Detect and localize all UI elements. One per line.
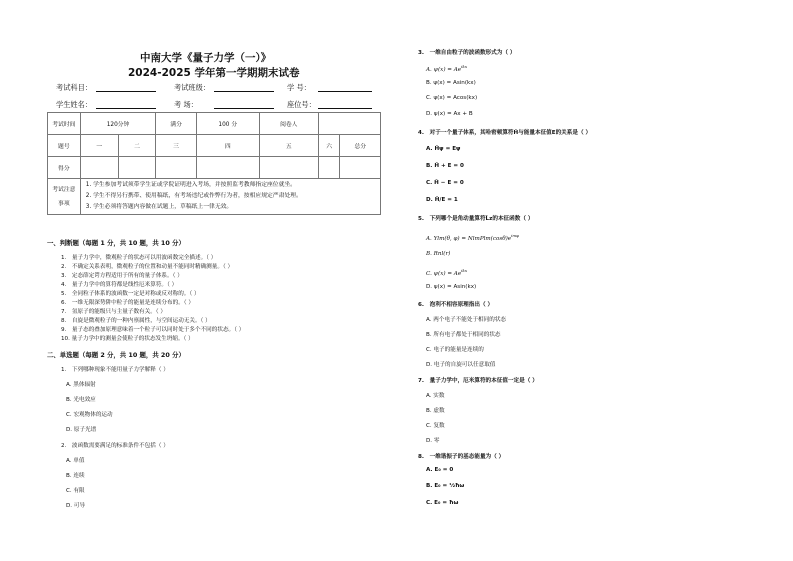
judge-item: 6. 一维无限深势阱中粒子的能量是连续分布的。（ ） xyxy=(61,300,194,306)
note-line: 1. 学生参加考试须带学生证或学院证明进入考场，并按照监考教师指定座位就坐。 xyxy=(85,182,296,188)
seat-field[interactable] xyxy=(318,108,372,109)
table-cell: 阅卷人 xyxy=(259,113,318,135)
option[interactable]: A. 两个电子不能处于相同的状态 xyxy=(426,317,507,323)
option[interactable] xyxy=(426,251,450,257)
option[interactable]: B. E₀ = ½ħω xyxy=(426,483,465,489)
option[interactable]: B. 光电效应 xyxy=(66,397,96,403)
seat-label: 座位号： xyxy=(287,100,316,109)
table-cell: 六 xyxy=(318,135,340,157)
judge-item: 4. 量子力学中的算符都是线性厄米算符。（ ） xyxy=(61,282,178,288)
option[interactable]: A. Ĥψ = Eψ xyxy=(426,146,461,152)
judge-item: 1. 量子力学中，微观粒子的状态可以用波函数完全描述。（ ） xyxy=(61,255,217,261)
note-line: 2. 学生不得另行携带、使用稿纸，有考场违纪或作弊行为者，按相应规定严肃处理。 xyxy=(85,193,302,199)
question-2: 2. 波函数需要满足的标准条件不包括（ ） xyxy=(61,443,169,449)
exam-title: 中南大学《量子力学（一）》 xyxy=(140,52,272,64)
option[interactable]: D. 电子的自旋可以任意取值 xyxy=(426,362,496,368)
option-text: B. Rnl(r) xyxy=(426,251,451,257)
option[interactable]: D. Ĥ/E = 1 xyxy=(426,197,458,203)
option[interactable]: C. 复数 xyxy=(426,423,445,429)
subject-field[interactable] xyxy=(96,91,156,92)
note-line: 3. 学生必须将答题内容做在试题上，草稿纸上一律无效。 xyxy=(85,204,233,210)
room-label: 考 场： xyxy=(174,100,198,109)
notes-label: 事项 xyxy=(58,200,70,207)
table-cell: 三 xyxy=(156,135,196,157)
option[interactable]: D. ψ(x) = Asin(kx) xyxy=(426,284,477,290)
table-cell: 一 xyxy=(80,135,118,157)
score-cell[interactable] xyxy=(118,157,156,179)
option[interactable] xyxy=(426,268,467,277)
notes-cell xyxy=(80,179,380,215)
score-cell[interactable] xyxy=(156,157,196,179)
table-cell: 考试时间 xyxy=(48,113,81,135)
table-row xyxy=(48,113,381,135)
room-field[interactable] xyxy=(214,108,274,109)
section1-title: 一、判断题（每题 1 分，共 10 题，共 10 分） xyxy=(47,239,185,247)
option-text: A. ψ(x) = Ae xyxy=(426,66,462,73)
table-cell xyxy=(318,113,380,135)
question-3: 3. 一维自由粒子的波函数形式为（ ） xyxy=(418,50,516,56)
exponent: imφ xyxy=(511,233,519,238)
table-row xyxy=(48,157,381,179)
option[interactable]: B. Ĥ + E = 0 xyxy=(426,163,464,169)
question-8: 8. 一维谐振子的基态能量为（ ） xyxy=(418,454,505,460)
student-no-field[interactable] xyxy=(318,91,372,92)
option[interactable]: D. ψ(x) = Ax + B xyxy=(426,111,473,117)
exam-info-table xyxy=(47,112,381,215)
question-6: 6. 泡利不相容原理指出（ ） xyxy=(418,302,494,308)
exponent: ikx xyxy=(461,64,468,69)
table-cell: 五 xyxy=(259,135,318,157)
option[interactable]: D. 原子光谱 xyxy=(66,427,97,433)
option[interactable]: B. ψ(x) = Asin(kx) xyxy=(426,80,476,86)
table-cell: 100 分 xyxy=(196,113,259,135)
option[interactable]: C. 电子的能量是连续的 xyxy=(426,347,484,353)
judge-item: 5. 全同粒子体系的波函数一定是对称或反对称的。（ ） xyxy=(61,291,200,297)
table-cell: 得分 xyxy=(48,157,81,179)
option[interactable]: B. 虚数 xyxy=(426,408,445,414)
table-row xyxy=(48,179,381,215)
exponent: ikx xyxy=(461,268,468,273)
exam-subtitle: 2024-2025 学年第一学期期末试卷 xyxy=(128,67,300,79)
class-field[interactable] xyxy=(214,91,274,92)
subject-label: 考试科目： xyxy=(56,83,92,92)
name-label: 学生姓名： xyxy=(56,100,92,109)
student-no-label: 学 号： xyxy=(287,83,311,92)
judge-item: 2. 不确定关系表明，微观粒子的位置和动量不能同时精确测量。（ ） xyxy=(61,264,234,270)
option[interactable] xyxy=(426,233,519,242)
score-cell[interactable] xyxy=(196,157,259,179)
section2-title: 二、单选题（每题 2 分，共 10 题，共 20 分） xyxy=(47,351,185,359)
option[interactable]: C. 有限 xyxy=(66,488,85,494)
judge-item: 7. 氢原子的能级只与主量子数有关。（ ） xyxy=(61,309,167,315)
option[interactable]: A. 单值 xyxy=(66,458,85,464)
judge-item: 9. 量子态的叠加原理意味着一个粒子可以同时处于多个不同的状态。（ ） xyxy=(61,327,245,333)
question-4: 4. 对于一个量子体系，其哈密顿算符Ĥ与能量本征值E的关系是（ ） xyxy=(418,130,592,136)
table-cell: 题号 xyxy=(48,135,81,157)
option[interactable]: C. ψ(x) = Acos(kx) xyxy=(426,95,478,101)
class-label: 考试班级： xyxy=(174,83,210,92)
option[interactable]: A. 实数 xyxy=(426,393,445,399)
option[interactable]: C. Ĥ − E = 0 xyxy=(426,180,464,186)
table-cell: 二 xyxy=(118,135,156,157)
option[interactable]: A. 黑体辐射 xyxy=(66,382,96,388)
option[interactable]: A. E₀ = 0 xyxy=(426,467,454,473)
option[interactable] xyxy=(426,64,467,73)
option[interactable]: D. 零 xyxy=(426,438,440,444)
table-row xyxy=(48,135,381,157)
question-7: 7. 量子力学中，厄米算符的本征值一定是（ ） xyxy=(418,378,538,384)
option-text: C. ψ(x) = Ae xyxy=(426,270,462,277)
notes-label: 考试注意 xyxy=(52,186,76,193)
name-field[interactable] xyxy=(96,108,156,109)
score-cell[interactable] xyxy=(259,157,318,179)
option-text: A. Ylm(θ, φ) = NlmPlm(cosθ)e xyxy=(426,235,512,242)
table-cell: 满分 xyxy=(156,113,196,135)
option[interactable]: C. 宏观物体的运动 xyxy=(66,412,113,418)
option[interactable]: B. 连续 xyxy=(66,473,85,479)
option[interactable]: C. E₀ = ħω xyxy=(426,500,459,506)
notes-label-cell xyxy=(48,179,81,215)
option[interactable]: B. 所有电子都处于相同的状态 xyxy=(426,332,501,338)
question-1: 1. 下列哪种现象不能用量子力学解释（ ） xyxy=(61,367,169,373)
score-cell[interactable] xyxy=(318,157,340,179)
score-cell[interactable] xyxy=(80,157,118,179)
option[interactable]: D. 可导 xyxy=(66,503,86,509)
table-cell: 四 xyxy=(196,135,259,157)
table-cell: 总分 xyxy=(340,135,381,157)
score-cell[interactable] xyxy=(340,157,381,179)
judge-item: 3. 定态薛定谔方程适用于所有的量子体系。（ ） xyxy=(61,273,183,279)
judge-item: 10. 量子力学中的测量会使粒子的状态发生坍缩。（ ） xyxy=(61,336,194,342)
table-cell: 120分钟 xyxy=(80,113,156,135)
question-5: 5. 下列哪个是角动量算符L̂z的本征函数（ ） xyxy=(418,216,534,222)
judge-item: 8. 自旋是微观粒子的一种内禀属性，与空间运动无关。（ ） xyxy=(61,318,211,324)
